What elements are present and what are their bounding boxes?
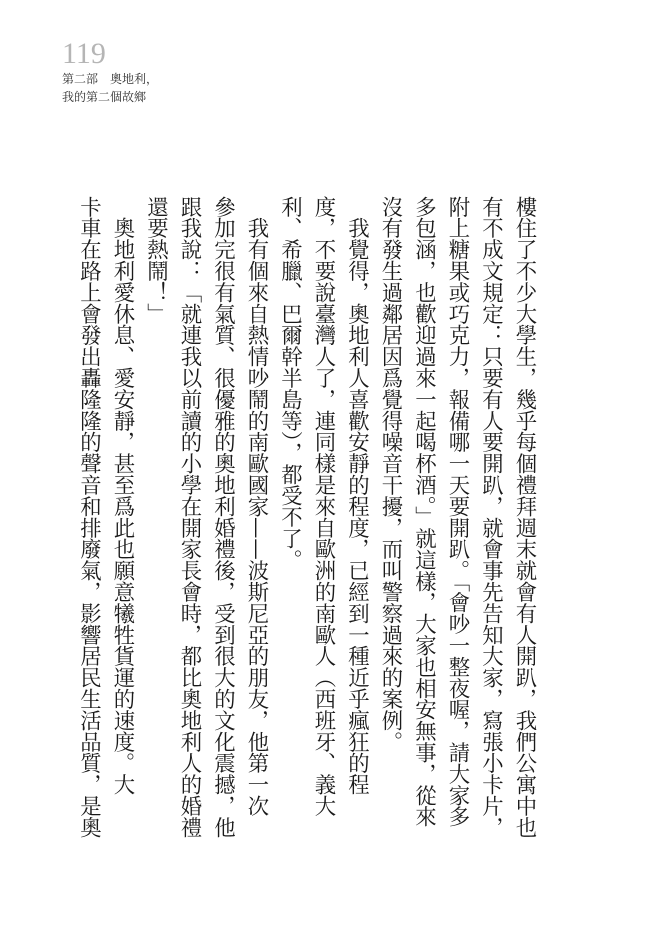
text-column: 還要熱鬧！」 [143,196,169,325]
text-column: 有不成文規定：只要有人要開趴，就會事先告知大家，寫張小卡片， [478,196,504,838]
text-column: 我有個來自熱情吵鬧的南歐國家——波斯尼亞的朋友，他第一次 [244,196,269,817]
text-column: 度，不要說臺灣人了，連同樣是來自歐洲的南歐人（西班牙、義大 [311,196,336,817]
text-column: 沒有發生過鄰居因爲覺得噪音干擾，而叫警察過來的案例。 [378,196,403,753]
running-head [62,70,158,106]
text-column: 附上糖果或巧克力，報備哪一天要開趴。「會吵一整夜喔，請大家多 [445,196,470,828]
text-column: 利、希臘、巴爾幹半島等），都受不了。 [277,196,303,571]
text-column: 樓住了不少大學生，幾乎每個禮拜週末就會有人開趴，我們公寓中也 [512,196,537,838]
text-column: 跟我說：「就連我以前讀的小學在開家長會時，都比奧地利人的婚禮 [177,196,202,838]
text-column: 多包涵，也歡迎過來一起喝杯酒。」就這樣，大家也相安無事，從來 [411,196,437,828]
running-head-line-2: 我的第二個故鄉 [62,90,147,104]
text-column: 奧地利愛休息、愛安靜，甚至爲此也願意犧牲貨運的速度。大 [110,196,135,796]
text-column: 我覺得，奧地利人喜歡安靜的程度，已經到一種近乎瘋狂的程 [344,196,370,796]
body-text [72,196,541,838]
text-column: 參加完很有氣質、很優雅的奧地利婚禮後，受到很大的文化震撼，他 [210,196,236,838]
page-header [62,38,158,106]
running-head-line-1: 第二部 奧地利， [62,72,159,86]
text-column: 卡車在路上會發出轟隆隆的聲音和排廢氣，影響居民生活品質，是奧 [76,196,102,838]
page-number: 119 [62,37,106,70]
